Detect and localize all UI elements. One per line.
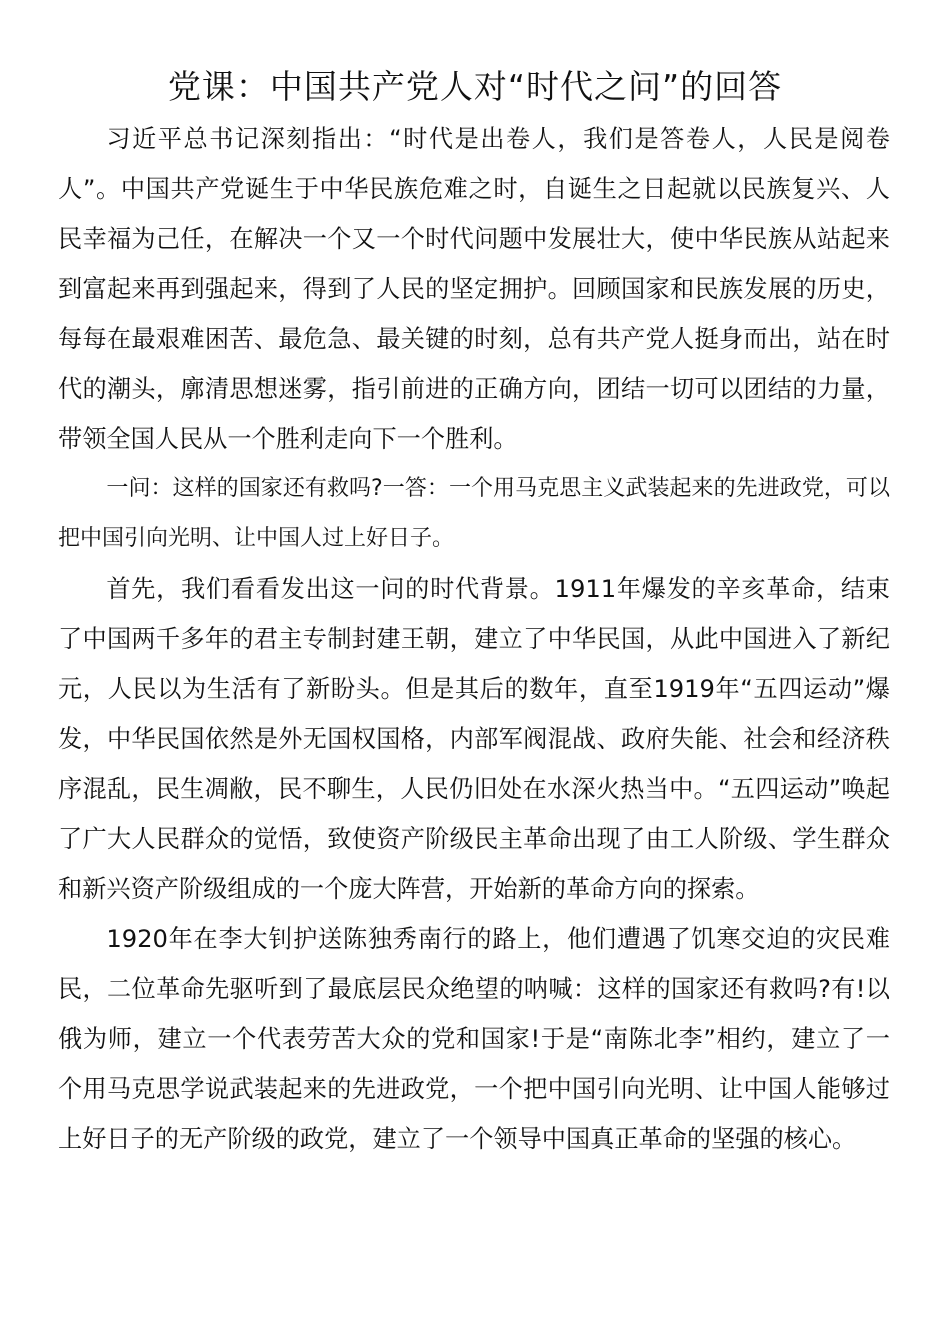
document-title: 党课：中国共产党人对“时代之问”的回答 xyxy=(167,67,783,106)
paragraph-historical-background: 首先，我们看看发出这一问的时代背景。1911年爆发的辛亥革命，结束了中国两千多年的君主专制封建王朝，建立了中华民国，从此中国进入了新纪元，人民以为生活有了新盼头。但是其后的数年，直至1919年“五四运动”爆发，中华民国依然是外无国权国格，内部军阀混战、政府失能、社会和经济秩序混乱，民生凋敝，民不聊生，人民仍旧处在水深火热当中。“五四运动”唤起了广大人民群众的觉悟，致使资产阶级民主革命出现了由工人阶级、学生群众和新兴资产阶级组成的一个庞大阵营，开始新的革命方向的探索。 xyxy=(58,575,890,903)
paragraph-party-founding: 1920年在李大钊护送陈独秀南行的路上，他们遭遇了饥寒交迫的灾民难民，二位革命先驱听到了最底层民众绝望的呐喊：这样的国家还有救吗?有!以俄为师，建立一个代表劳苦大众的党和国家!于是“南陈北李”相约，建立了一个用马克思学说武装起来的先进政党，一个把中国引向光明、让中国人能够过上好日子的无产阶级的政党，建立了一个领导中国真正革命的坚强的核心。 xyxy=(58,925,890,1153)
document-body xyxy=(58,114,890,1164)
paragraph-first-question: 一问：这样的国家还有救吗?一答：一个用马克思主义武装起来的先进政党，可以把中国引向光明、让中国人过上好日子。 xyxy=(58,476,890,551)
paragraph-intro: 习近平总书记深刻指出：“时代是出卷人，我们是答卷人，人民是阅卷人”。中国共产党诞生于中华民族危难之时，自诞生之日起就以民族复兴、人民幸福为己任，在解决一个又一个时代问题中发展壮大，使中华民族从站起来到富起来再到强起来，得到了人民的坚定拥护。回顾国家和民族发展的历史，每每在最艰难困苦、最危急、最关键的时刻，总有共产党人挺身而出，站在时代的潮头，廓清思想迷雾，指引前进的正确方向，团结一切可以团结的力量，带领全国人民从一个胜利走向下一个胜利。 xyxy=(58,125,890,453)
